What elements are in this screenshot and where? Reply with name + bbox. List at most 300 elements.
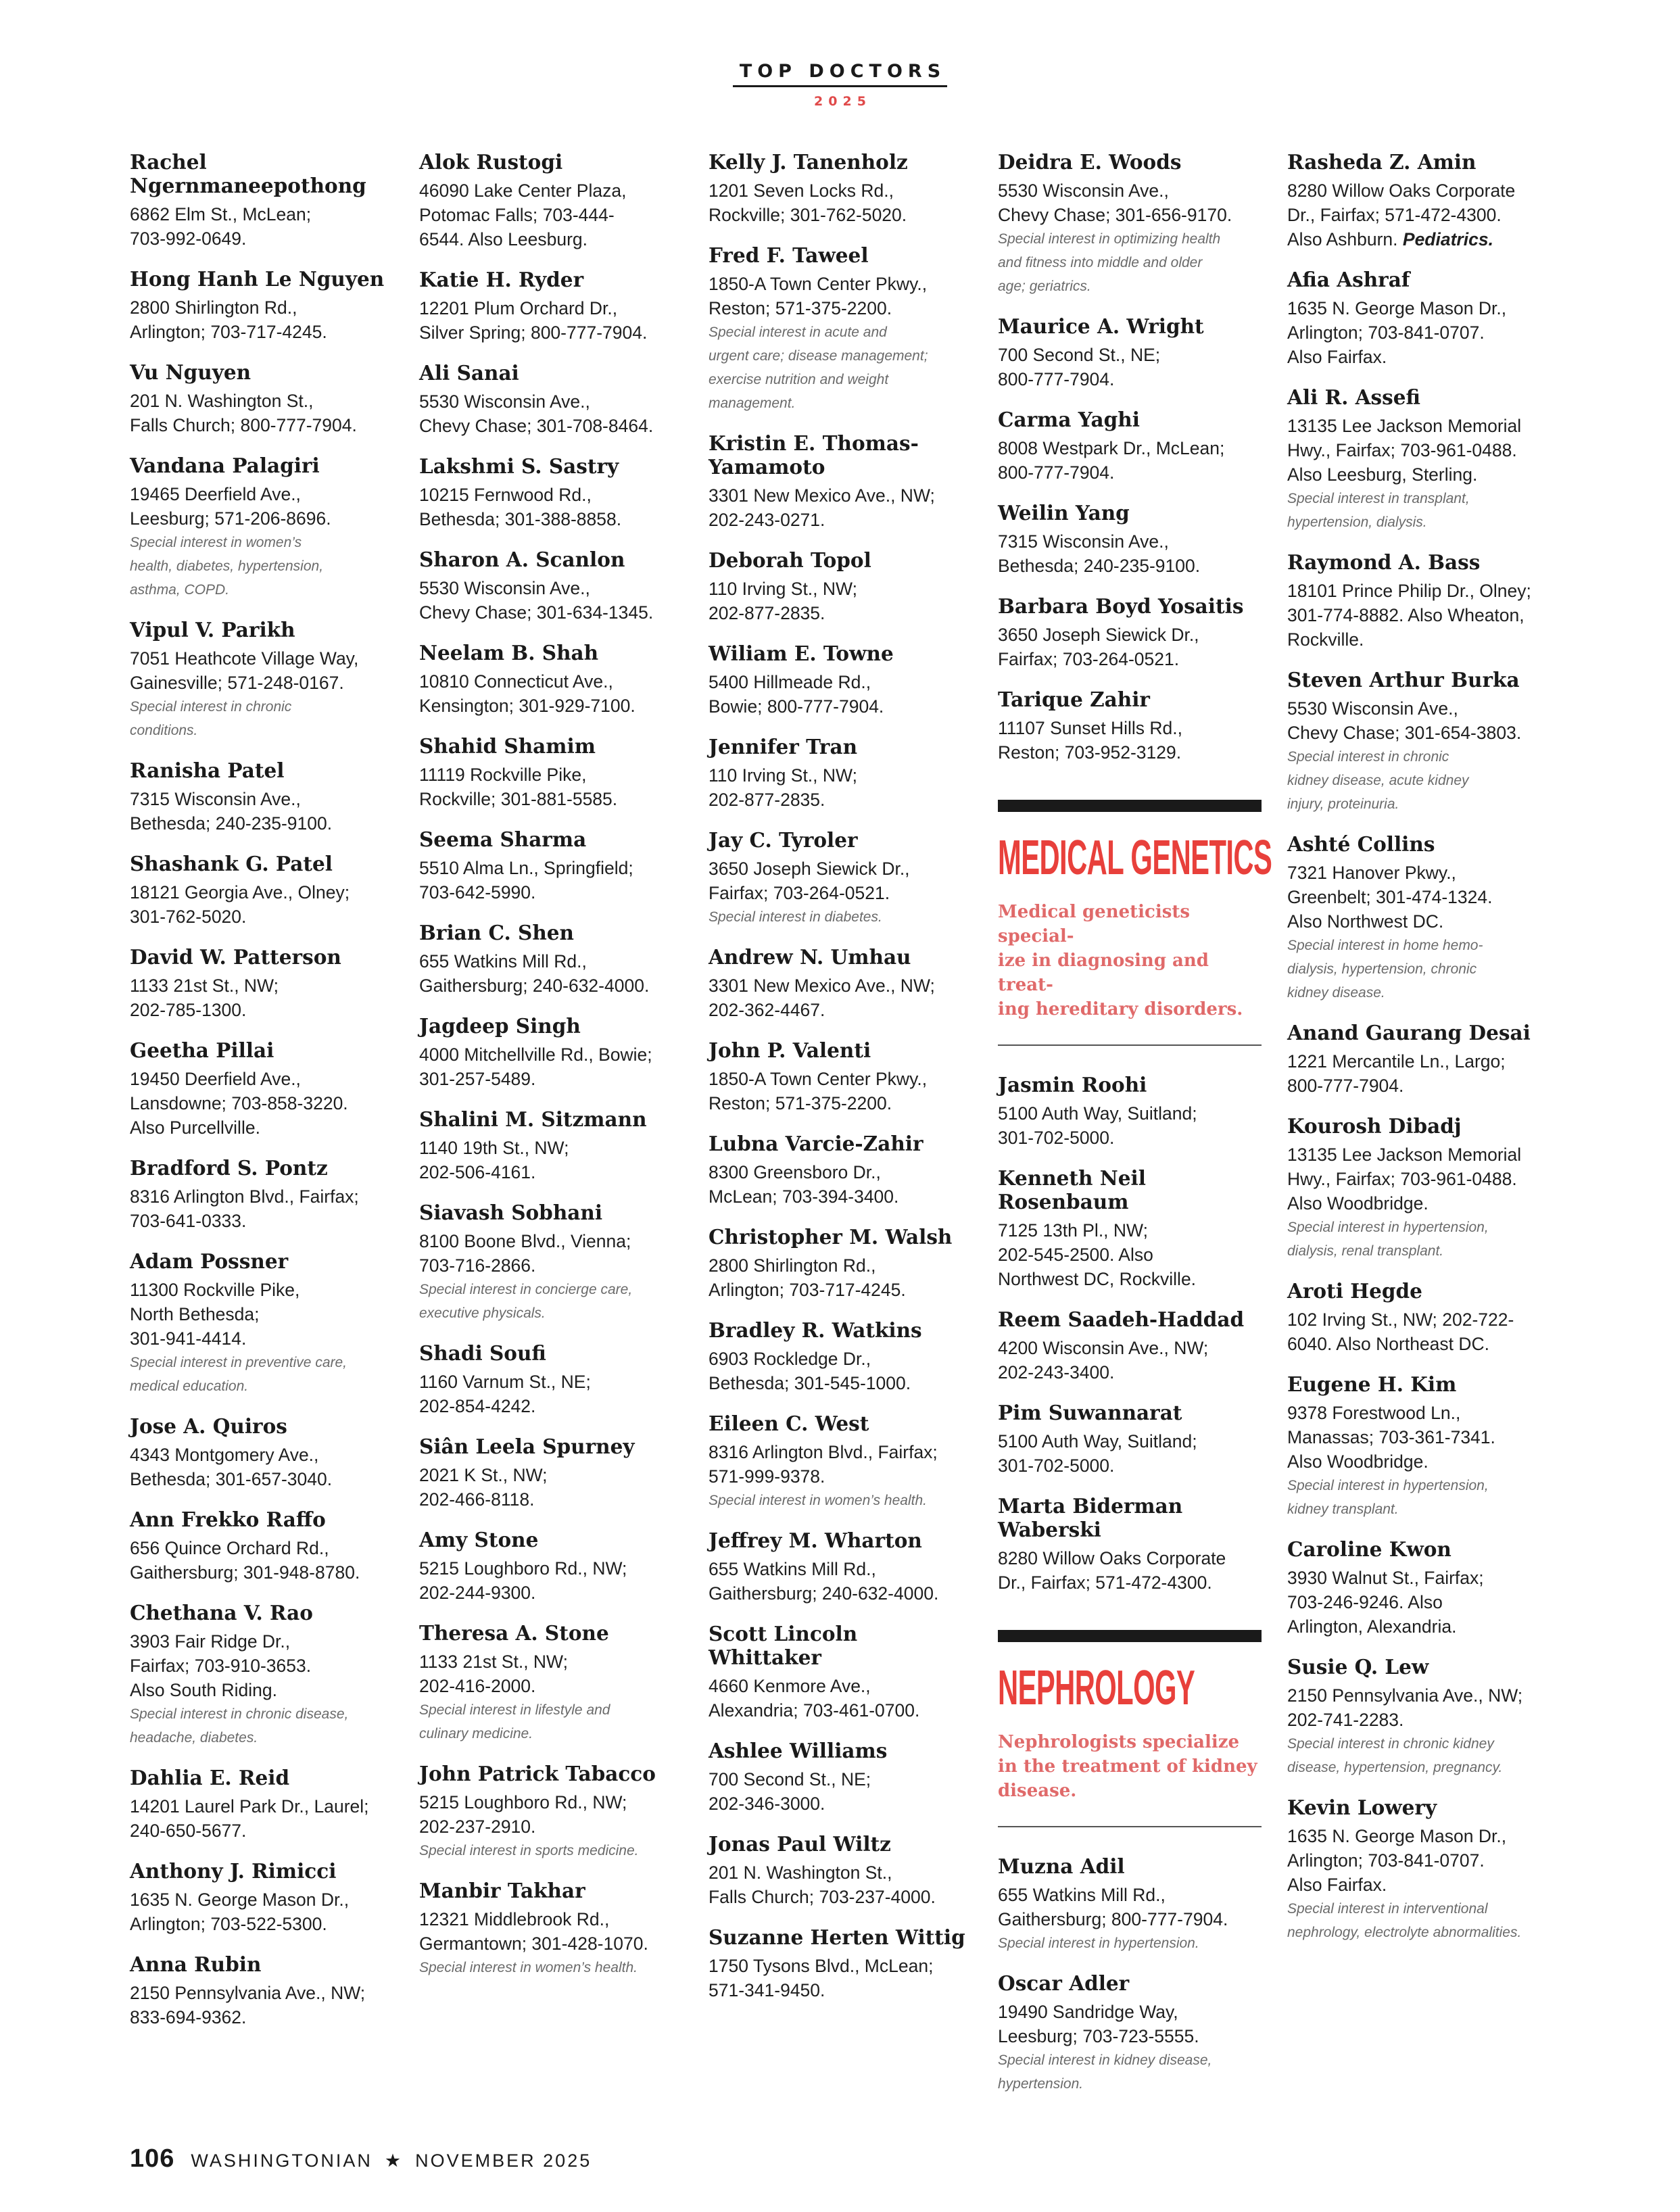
address-line: 2800 Shirlington Rd., xyxy=(709,1255,876,1276)
doctor-address xyxy=(998,623,1262,671)
doctor-entry xyxy=(419,641,683,718)
doctor-name: Ann Frekko Raffo xyxy=(130,1508,326,1531)
doctor-entry xyxy=(998,1971,1262,2096)
doctor-address xyxy=(130,389,393,437)
doctor-name: Anthony J. Rimicci xyxy=(130,1859,337,1883)
doctor-address xyxy=(998,1336,1262,1385)
doctor-name: Sharon A. Scanlon xyxy=(419,548,625,571)
section-divider-bar xyxy=(998,800,1262,812)
doctor-name: Scott Lincoln Whittaker xyxy=(709,1622,858,1669)
address-line: 5100 Auth Way, Suitland; xyxy=(998,1103,1197,1124)
address-line: 11119 Rockville Pike, xyxy=(419,765,587,785)
address-line: 2150 Pennsylvania Ave., NW; xyxy=(130,1983,366,2003)
doctor-name: Susie Q. Lew xyxy=(1287,1655,1429,1679)
address-line: Arlington; 703-841-0707. xyxy=(1287,322,1485,343)
address-line: 4000 Mitchellville Rd., Bowie; xyxy=(419,1044,652,1065)
doctor-entry xyxy=(1287,1114,1551,1263)
doctor-name: Chethana V. Rao xyxy=(130,1601,313,1625)
doctor-address xyxy=(709,577,972,625)
address-line: Arlington; 703-841-0707. xyxy=(1287,1850,1485,1871)
special-interest-note xyxy=(419,1839,683,1862)
doctor-name: Shahid Shamim xyxy=(419,734,596,758)
address-line: Chevy Chase; 301-656-9170. xyxy=(998,205,1232,225)
doctor-entry xyxy=(709,1832,972,1909)
note-line: exercise nutrition and weight xyxy=(709,372,889,387)
doctor-entry xyxy=(419,921,683,998)
doctor-address xyxy=(709,763,972,812)
address-line: 833-694-9362. xyxy=(130,2007,247,2027)
doctor-entry xyxy=(130,1508,393,1585)
address-line: 5215 Loughboro Rd., NW; xyxy=(419,1558,627,1579)
specialty-section xyxy=(998,1630,1262,1827)
doctor-address xyxy=(709,272,972,320)
address-line: 201 N. Washington St., xyxy=(709,1862,892,1883)
doctor-entry xyxy=(998,408,1262,485)
doctor-entry xyxy=(1287,1796,1551,1944)
doctor-entry xyxy=(130,1766,393,1843)
doctor-entry xyxy=(998,688,1262,765)
doctor-address xyxy=(998,2000,1262,2048)
doctor-entry xyxy=(1287,385,1551,534)
doctor-name: Geetha Pillai xyxy=(130,1038,274,1062)
address-line: 6544. Also Leesburg. xyxy=(419,229,587,249)
doctor-address xyxy=(709,1160,972,1209)
address-line: Potomac Falls; 703-444- xyxy=(419,205,615,225)
address-line: 703-642-5990. xyxy=(419,882,536,903)
address-line: Also Fairfax. xyxy=(1287,1875,1387,1895)
address-line: 3301 New Mexico Ave., NW; xyxy=(709,485,935,506)
doctor-address xyxy=(998,343,1262,391)
specialty-section xyxy=(998,800,1272,1046)
doctor-address xyxy=(1287,1401,1551,1474)
doctor-name: Christopher M. Walsh xyxy=(709,1225,953,1249)
doctor-address xyxy=(1287,414,1551,487)
doctor-name: Jay C. Tyroler xyxy=(709,828,858,852)
address-line: 1133 21st St., NW; xyxy=(130,976,279,996)
doctor-entry xyxy=(130,150,393,251)
doctor-entry xyxy=(998,150,1262,298)
doctor-name: Anand Gaurang Desai xyxy=(1287,1021,1531,1044)
address-line: Arlington, Alexandria. xyxy=(1287,1616,1457,1637)
address-line: 202-506-4161. xyxy=(419,1162,536,1182)
address-line: Also South Riding. xyxy=(130,1680,278,1700)
address-line: Gaithersburg; 800-777-7904. xyxy=(998,1909,1228,1929)
doctor-address xyxy=(419,1370,683,1418)
address-line: 301-762-5020. xyxy=(130,907,247,927)
address-line: Arlington; 703-522-5300. xyxy=(130,1914,327,1934)
address-line: Lansdowne; 703-858-3220. xyxy=(130,1093,348,1113)
doctor-entry xyxy=(1287,1279,1551,1356)
doctor-entry xyxy=(419,734,683,811)
doctor-entry xyxy=(130,1859,393,1936)
doctor-name: Kenneth Neil Rosenbaum xyxy=(998,1166,1146,1213)
doctor-address xyxy=(419,1556,683,1605)
doctor-entry xyxy=(1287,268,1551,369)
doctor-entry xyxy=(130,1952,393,2029)
doctor-address xyxy=(1287,1566,1551,1639)
doctor-name: Fred F. Taweel xyxy=(709,243,869,267)
doctor-entry xyxy=(130,1414,393,1491)
address-line: 703-992-0649. xyxy=(130,229,247,249)
doctor-name: Amy Stone xyxy=(419,1528,539,1552)
doctor-address xyxy=(130,1794,393,1843)
address-line: 571-341-9450. xyxy=(709,1980,825,2000)
doctor-address xyxy=(419,856,683,905)
section-divider-line xyxy=(998,1826,1262,1827)
address-line: 19465 Deerfield Ave., xyxy=(130,484,301,504)
doctor-name: Brian C. Shen xyxy=(419,921,574,944)
note-line: executive physicals. xyxy=(419,1305,546,1321)
doctor-address xyxy=(709,1674,972,1723)
address-line: 102 Irving St., NW; 202-722- xyxy=(1287,1309,1514,1330)
doctor-entry xyxy=(709,735,972,812)
special-interest-note xyxy=(419,1698,683,1746)
address-line: Manassas; 703-361-7341. xyxy=(1287,1427,1495,1447)
doctor-address xyxy=(419,296,683,345)
address-line: Arlington; 703-717-4245. xyxy=(709,1280,906,1300)
address-line xyxy=(1287,227,1551,251)
doctor-entry xyxy=(1287,150,1551,251)
address-line: 202-877-2835. xyxy=(709,790,825,810)
address-line: 240-650-5677. xyxy=(130,1821,247,1841)
address-line: 1635 N. George Mason Dr., xyxy=(130,1890,350,1910)
doctor-entry xyxy=(998,1494,1262,1595)
doctor-name: Bradley R. Watkins xyxy=(709,1318,922,1342)
note-line: Special interest in concierge care, xyxy=(419,1282,633,1297)
doctor-entry xyxy=(709,1622,972,1723)
doctor-name: Shadi Soufi xyxy=(419,1341,546,1365)
doctor-name: Kevin Lowery xyxy=(1287,1796,1437,1819)
doctor-address xyxy=(419,763,683,811)
address-line: 1140 19th St., NW; xyxy=(419,1138,569,1158)
address-line: 301-257-5489. xyxy=(419,1069,536,1089)
address-line: Reston; 571-375-2200. xyxy=(709,1093,892,1113)
doctor-address xyxy=(130,482,393,531)
address-line: 5215 Loughboro Rd., NW; xyxy=(419,1792,627,1812)
address-line: 202-416-2000. xyxy=(419,1676,536,1696)
note-line: Special interest in sports medicine. xyxy=(419,1843,639,1858)
doctor-address xyxy=(709,1440,972,1489)
address-line: 2800 Shirlington Rd., xyxy=(130,297,297,318)
doctor-entry xyxy=(998,1307,1262,1385)
note-line: Special interest in home hemo- xyxy=(1287,938,1483,953)
address-line: Alexandria; 703-461-0700. xyxy=(709,1700,920,1721)
doctor-name: Shalini M. Sitzmann xyxy=(419,1107,647,1131)
address-line: 202-243-0271. xyxy=(709,510,825,530)
doctor-entry xyxy=(130,454,393,602)
doctor-name: John Patrick Tabacco xyxy=(419,1762,656,1785)
note-line: kidney disease, acute kidney xyxy=(1287,773,1469,788)
address-line: 5510 Alma Ln., Springfield; xyxy=(419,858,633,878)
address-line: 11107 Sunset Hills Rd., xyxy=(998,718,1182,738)
doctor-address xyxy=(998,436,1262,485)
doctor-address xyxy=(130,295,393,344)
note-line: Special interest in transplant, xyxy=(1287,491,1470,506)
doctor-name: Marta Biderman Waberski xyxy=(998,1494,1183,1541)
address-line: 202-362-4467. xyxy=(709,1000,825,1020)
address-line: Leesburg; 571-206-8696. xyxy=(130,508,331,529)
address-line: 703-246-9246. Also xyxy=(1287,1592,1443,1612)
address-line: 6040. Also Northeast DC. xyxy=(1287,1334,1490,1354)
note-line: Special interest in diabetes. xyxy=(709,909,882,925)
doctor-entry xyxy=(709,828,972,929)
address-line: 9378 Forestwood Ln., xyxy=(1287,1403,1461,1423)
doctor-address xyxy=(130,787,393,836)
doctor-entry xyxy=(419,1435,683,1512)
doctor-entry xyxy=(419,1762,683,1862)
doctor-entry xyxy=(130,852,393,929)
doctor-entry xyxy=(419,827,683,905)
address-line: 201 N. Washington St., xyxy=(130,391,314,411)
address-line: 202-346-3000. xyxy=(709,1794,825,1814)
doctor-address xyxy=(709,973,972,1022)
doctor-address xyxy=(998,1883,1262,1931)
section-divider-line xyxy=(998,1044,1262,1046)
note-line: Special interest in chronic xyxy=(1287,749,1449,765)
doctor-entry xyxy=(709,1318,972,1395)
specialty-description-line: disease. xyxy=(998,1781,1077,1801)
doctor-address xyxy=(419,1907,683,1956)
note-line: Special interest in hypertension. xyxy=(998,1936,1199,1951)
address-line: 656 Quince Orchard Rd., xyxy=(130,1538,329,1558)
address-line: 3301 New Mexico Ave., NW; xyxy=(709,976,935,996)
doctor-address xyxy=(709,483,972,532)
address-line: 1635 N. George Mason Dr., xyxy=(1287,298,1507,318)
address-line: Also Northwest DC. xyxy=(1287,911,1444,932)
doctor-address xyxy=(1287,1307,1551,1356)
doctor-address xyxy=(998,1546,1262,1595)
note-line: nephrology, electrolyte abnormalities. xyxy=(1287,1925,1522,1940)
doctor-entry xyxy=(998,1401,1262,1478)
doctor-name: Caroline Kwon xyxy=(1287,1537,1451,1561)
address-line: 202-545-2500. Also xyxy=(998,1245,1153,1265)
doctor-address xyxy=(419,1463,683,1512)
doctor-address xyxy=(998,716,1262,765)
address-line: 703-716-2866. xyxy=(419,1255,536,1276)
doctor-name: Deidra E. Woods xyxy=(998,150,1182,174)
doctor-address xyxy=(709,1860,972,1909)
note-line: medical education. xyxy=(130,1378,249,1394)
address-line: 202-237-2910. xyxy=(419,1817,536,1837)
address-line: Also Woodbridge. xyxy=(1287,1451,1429,1472)
doctor-address xyxy=(130,1981,393,2029)
doctor-entry xyxy=(130,360,393,437)
note-line: kidney disease. xyxy=(1287,985,1385,1001)
doctor-entry xyxy=(709,1739,972,1816)
doctor-entry xyxy=(419,361,683,438)
doctor-entry xyxy=(419,1201,683,1325)
doctor-address xyxy=(709,1347,972,1395)
note-line: headache, diabetes. xyxy=(130,1730,258,1746)
doctor-name: Tarique Zahir xyxy=(998,688,1150,711)
special-interest-note xyxy=(130,695,393,742)
address-line: 301-702-5000. xyxy=(998,1128,1115,1148)
doctor-name: Eileen C. West xyxy=(709,1412,869,1435)
doctor-column-2 xyxy=(419,150,683,1996)
address-line: 11300 Rockville Pike, xyxy=(130,1280,300,1300)
address-line: Falls Church; 800-777-7904. xyxy=(130,415,357,435)
doctor-name: Deborah Topol xyxy=(709,548,871,572)
doctor-name: Lubna Varcie-Zahir xyxy=(709,1132,923,1155)
address-line: 1850-A Town Center Pkwy., xyxy=(709,274,928,294)
doctor-name: Vandana Palagiri xyxy=(130,454,320,477)
address-line: Also Woodbridge. xyxy=(1287,1193,1429,1213)
address-line: 1160 Varnum St., NE; xyxy=(419,1372,591,1392)
magazine-name: WASHINGTONIAN xyxy=(191,2150,373,2171)
doctor-name: Ali R. Assefi xyxy=(1287,385,1420,409)
address-line: Fairfax; 703-264-0521. xyxy=(998,649,1180,669)
doctor-entry xyxy=(419,1014,683,1091)
doctor-entry xyxy=(419,454,683,531)
address-line: 10215 Fernwood Rd., xyxy=(419,485,592,505)
address-line: 14201 Laurel Park Dr., Laurel; xyxy=(130,1796,369,1817)
issue-date: NOVEMBER 2025 xyxy=(415,2150,592,2171)
address-line: 3650 Joseph Siewick Dr., xyxy=(998,625,1199,645)
doctor-address xyxy=(130,880,393,929)
doctor-entry xyxy=(130,1156,393,1233)
section-header-title: TOP DOCTORS xyxy=(733,61,947,87)
address-line: Chevy Chase; 301-654-3803. xyxy=(1287,723,1522,743)
doctor-name: Maurice A. Wright xyxy=(998,314,1204,338)
doctor-name: Wiliam E. Towne xyxy=(709,642,894,665)
special-interest-note xyxy=(419,1956,683,1979)
address-line: Bethesda; 301-388-8858. xyxy=(419,509,622,529)
doctor-name: Jose A. Quiros xyxy=(130,1414,287,1438)
doctor-entry xyxy=(1287,832,1551,1005)
doctor-name: Manbir Takhar xyxy=(419,1879,585,1902)
address-line: 5400 Hillmeade Rd., xyxy=(709,672,871,692)
doctor-address xyxy=(1287,1683,1551,1732)
note-line: Special interest in optimizing health xyxy=(998,231,1221,247)
address-line: 1750 Tysons Blvd., McLean; xyxy=(709,1956,934,1976)
address-line: 2021 K St., NW; xyxy=(419,1465,548,1485)
address-line: Also Leesburg, Sterling. xyxy=(1287,464,1478,485)
address-line: Silver Spring; 800-777-7904. xyxy=(419,322,648,343)
doctor-address xyxy=(1287,1049,1551,1098)
address-line: Hwy., Fairfax; 703-961-0488. xyxy=(1287,1169,1517,1189)
doctor-name: Andrew N. Umhau xyxy=(709,945,911,969)
doctor-entry xyxy=(709,1412,972,1512)
note-line: Special interest in chronic kidney xyxy=(1287,1736,1494,1752)
address-line: 202-785-1300. xyxy=(130,1000,247,1020)
address-line: Rockville; 301-881-5585. xyxy=(419,789,618,809)
special-interest-note xyxy=(130,1351,393,1398)
specialty-description-line: ize in diagnosing and treat- xyxy=(998,951,1209,995)
note-line: Special interest in chronic disease, xyxy=(130,1706,349,1722)
address-line: 18101 Prince Philip Dr., Olney; xyxy=(1287,581,1531,601)
doctor-name: Kourosh Dibadj xyxy=(1287,1114,1462,1138)
address-line: 202-244-9300. xyxy=(419,1583,536,1603)
doctor-address xyxy=(130,202,393,251)
note-line: hypertension, dialysis. xyxy=(1287,514,1427,530)
address-line: 4200 Wisconsin Ave., NW; xyxy=(998,1338,1209,1358)
address-line: Bethesda; 301-657-3040. xyxy=(130,1469,333,1489)
address-line: Gaithersburg; 240-632-4000. xyxy=(709,1583,939,1604)
doctor-address xyxy=(130,1443,393,1491)
doctor-name: Dahlia E. Reid xyxy=(130,1766,290,1789)
special-interest-note xyxy=(1287,1474,1551,1521)
address-line: 1133 21st St., NW; xyxy=(419,1652,568,1672)
doctor-name: Kristin E. Thomas-Yamamoto xyxy=(709,431,919,479)
address-line: 12321 Middlebrook Rd., xyxy=(419,1909,610,1929)
address-line: Bethesda; 240-235-9100. xyxy=(130,813,333,834)
special-interest-note xyxy=(709,905,972,929)
address-line: Arlington; 703-717-4245. xyxy=(130,322,327,342)
specialty-title: MEDICAL GENETICS xyxy=(998,831,1272,885)
doctor-name: Anna Rubin xyxy=(130,1952,262,1976)
doctor-entry xyxy=(130,618,393,742)
note-line: Special interest in lifestyle and xyxy=(419,1702,610,1718)
address-line: 8316 Arlington Blvd., Fairfax; xyxy=(709,1442,938,1462)
doctor-address xyxy=(419,1790,683,1839)
doctor-address xyxy=(130,1536,393,1585)
address-line: Hwy., Fairfax; 703-961-0488. xyxy=(1287,440,1517,460)
doctor-entry xyxy=(130,1249,393,1398)
address-line: Bethesda; 240-235-9100. xyxy=(998,556,1201,576)
doctor-address xyxy=(419,1229,683,1278)
doctor-address xyxy=(998,1101,1262,1150)
doctor-address xyxy=(709,857,972,905)
address-line: Bethesda; 301-545-1000. xyxy=(709,1373,911,1393)
doctor-column-4 xyxy=(998,150,1272,2112)
doctor-name: Ashlee Williams xyxy=(709,1739,888,1762)
doctor-entry xyxy=(709,945,972,1022)
doctor-name: Jagdeep Singh xyxy=(419,1014,581,1038)
doctor-entry xyxy=(419,268,683,345)
extra-location: Also Ashburn. xyxy=(1287,229,1403,249)
doctor-entry xyxy=(709,243,972,415)
doctor-name: Jasmin Roohi xyxy=(998,1073,1147,1097)
address-line: 7315 Wisconsin Ave., xyxy=(130,789,301,809)
doctor-address xyxy=(998,529,1262,578)
doctor-name: Bradford S. Pontz xyxy=(130,1156,328,1180)
note-line: Special interest in kidney disease, xyxy=(998,2052,1212,2068)
doctor-name: Suzanne Herten Wittig xyxy=(709,1925,965,1949)
doctor-name: Shashank G. Patel xyxy=(130,852,333,875)
doctor-name: Siân Leela Spurney xyxy=(419,1435,635,1458)
special-interest-note xyxy=(998,1931,1262,1955)
doctor-entry xyxy=(709,431,972,532)
doctor-entry xyxy=(998,1073,1262,1150)
section-header-year: 2025 xyxy=(814,94,871,109)
doctor-entry xyxy=(709,1132,972,1209)
doctor-entry xyxy=(419,1621,683,1746)
address-line: 5530 Wisconsin Ave., xyxy=(419,578,590,598)
special-interest-note xyxy=(1287,1732,1551,1779)
address-line: 10810 Connecticut Ave., xyxy=(419,671,613,692)
doctor-entry xyxy=(419,1107,683,1184)
doctor-address xyxy=(1287,1824,1551,1897)
address-line: 19490 Sandridge Way, xyxy=(998,2002,1178,2022)
address-line: 703-641-0333. xyxy=(130,1211,247,1231)
doctor-address xyxy=(1287,696,1551,745)
note-line: Special interest in interventional xyxy=(1287,1901,1488,1917)
note-line: dialysis, hypertension, chronic xyxy=(1287,961,1477,977)
specialty-description-line: ing hereditary disorders. xyxy=(998,999,1243,1019)
specialty-emphasis: Pediatrics. xyxy=(1402,229,1493,249)
doctor-name: Jonas Paul Wiltz xyxy=(709,1832,891,1856)
note-line: dialysis, renal transplant. xyxy=(1287,1243,1444,1259)
doctor-entry xyxy=(130,945,393,1022)
doctor-name: Rachel Ngernmaneepothong xyxy=(130,150,366,197)
address-line: Chevy Chase; 301-634-1345. xyxy=(419,602,654,623)
address-line: 46090 Lake Center Plaza, xyxy=(419,181,627,201)
note-line: Special interest in women’s health. xyxy=(709,1493,927,1508)
doctor-name: Afia Ashraf xyxy=(1287,268,1410,291)
doctor-address xyxy=(709,1067,972,1115)
doctor-address xyxy=(709,1954,972,2002)
note-line: Special interest in chronic xyxy=(130,699,292,715)
